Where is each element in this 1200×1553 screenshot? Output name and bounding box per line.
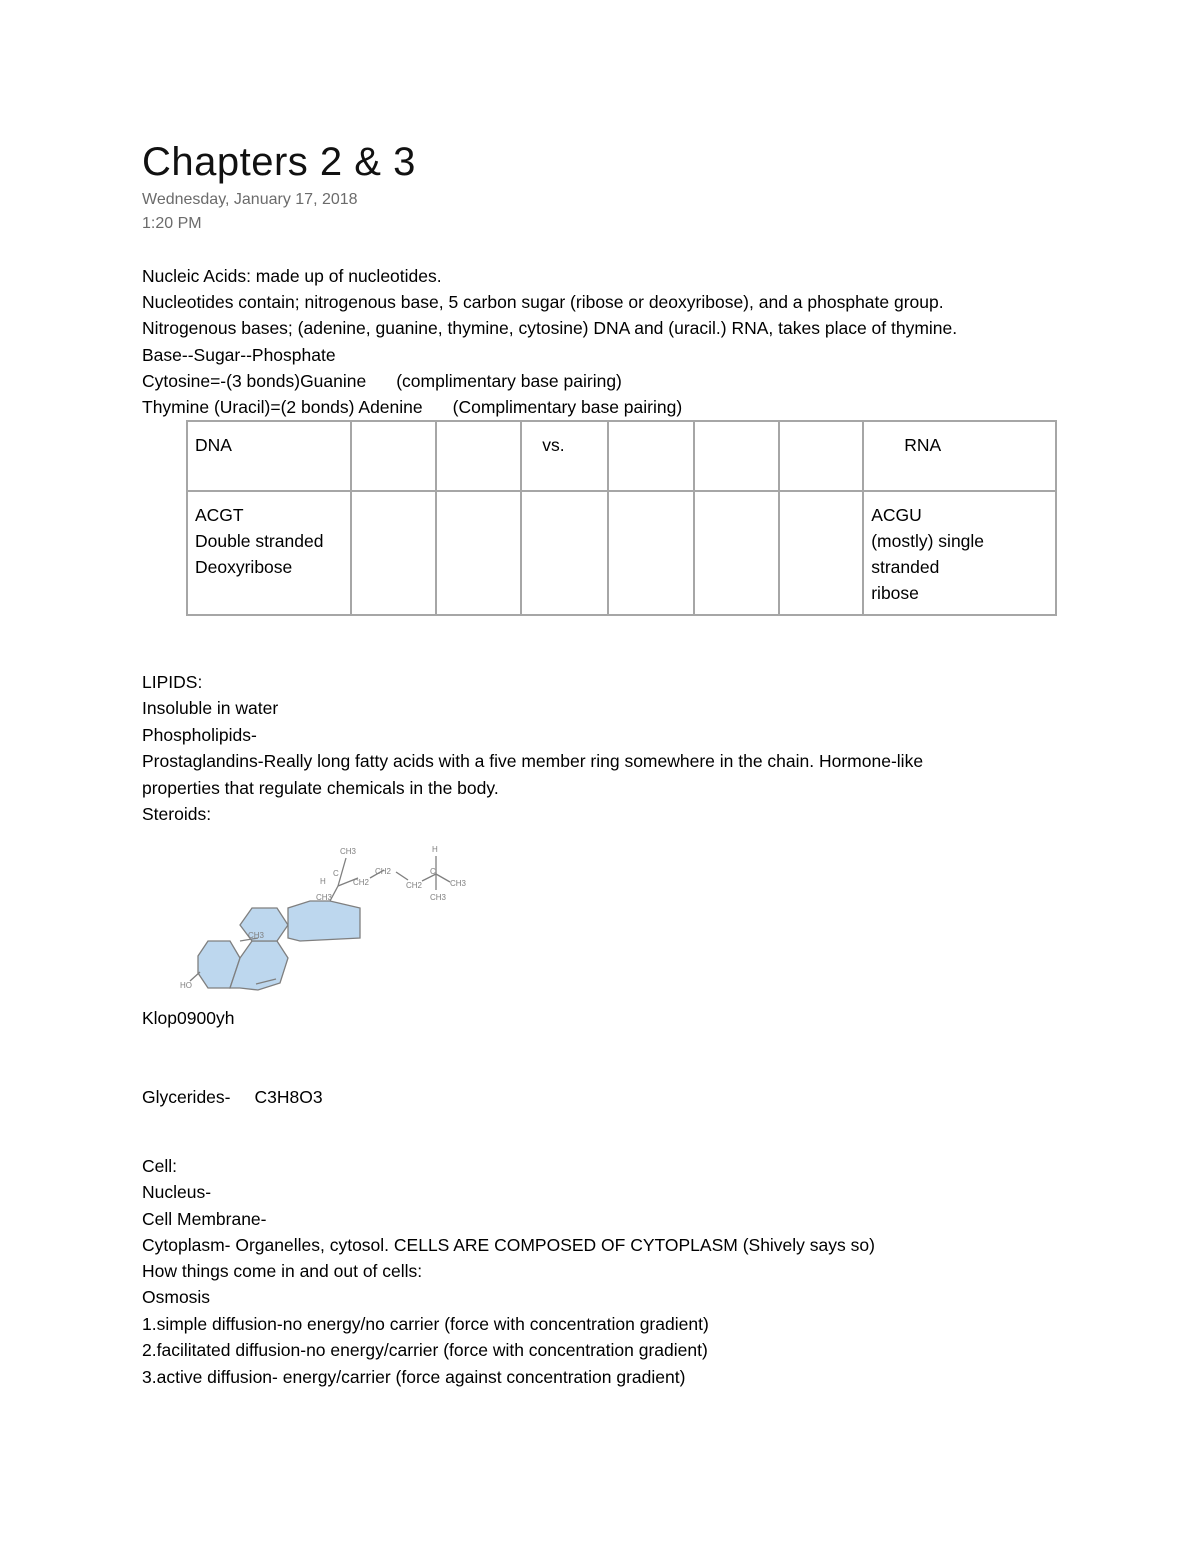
nucleus-line: Nucleus- xyxy=(142,1182,212,1202)
table-cell: vs. xyxy=(521,421,608,491)
active-diffusion-line: 3.active diffusion- energy/carrier (force against concentration gradient) xyxy=(142,1367,686,1387)
rna-strand-2: stranded xyxy=(871,557,940,577)
facilitated-diffusion-line: 2.facilitated diffusion-no energy/carrier (force with concentration gradient) xyxy=(142,1340,708,1360)
label-c-right: C xyxy=(430,867,436,876)
prostaglandins-line: Prostaglandins-Really long fatty acids with a five member ring somewhere in the chain. Hormone-like xyxy=(142,751,924,771)
thymine-adenine-text: Thymine (Uracil)=(2 bonds) Adenine xyxy=(142,397,423,417)
prostaglandins-line-2: properties that regulate chemicals in the body. xyxy=(142,778,499,798)
cell-membrane-line: Cell Membrane- xyxy=(142,1209,267,1229)
cytoplasm-line: Cytoplasm- Organelles, cytosol. CELLS ARE COMPOSED OF CYTOPLASM (Shively says so) xyxy=(142,1235,875,1255)
label-h-top-right: H xyxy=(432,845,438,854)
osmosis-line: Osmosis xyxy=(142,1287,211,1307)
label-ch3-ring: CH3 xyxy=(248,931,265,940)
table-cell xyxy=(351,491,436,615)
label-c-left: C xyxy=(333,869,339,878)
cytosine-guanine-line xyxy=(142,369,622,393)
insoluble-line: Insoluble in water xyxy=(142,698,279,718)
table-header-row xyxy=(187,421,1056,491)
table-cell xyxy=(779,491,864,615)
label-ch3-below-right: CH3 xyxy=(430,893,447,902)
dna-cell xyxy=(187,491,351,615)
label-ch3-top: CH3 xyxy=(340,847,357,856)
rna-strand: (mostly) single xyxy=(871,531,985,551)
table-cell xyxy=(436,421,522,491)
nucleotides-line: Nucleotides contain; nitrogenous base, 5 carbon sugar (ribose or deoxyribose), and a phosphate group. xyxy=(142,292,944,312)
thymine-adenine-note: (Complimentary base pairing) xyxy=(452,397,683,417)
base-sugar-phosphate-line: Base--Sugar--Phosphate xyxy=(142,345,336,365)
label-h-left: H xyxy=(320,877,326,886)
glycerides-line xyxy=(142,1085,323,1109)
transport-line: How things come in and out of cells: xyxy=(142,1261,423,1281)
glycerides-formula: C3H8O3 xyxy=(254,1087,323,1107)
label-ho: HO xyxy=(180,981,192,990)
page-title: Chapters 2 & 3 xyxy=(142,140,416,184)
label-ch2-c: CH2 xyxy=(406,881,423,890)
table-cell xyxy=(436,491,522,615)
glycerides-label: Glycerides- xyxy=(142,1087,231,1107)
steroid-structure-diagram xyxy=(170,838,480,998)
table-cell xyxy=(779,421,864,491)
label-ch2-a: CH2 xyxy=(353,878,370,887)
nitrogenous-bases-line: Nitrogenous bases; (adenine, guanine, thymine, cytosine) DNA and (uracil.) RNA, takes place of thymine. xyxy=(142,318,958,338)
table-row xyxy=(187,491,1056,615)
phospholipids-line: Phospholipids- xyxy=(142,725,257,745)
cell-heading: Cell: xyxy=(142,1156,178,1176)
rna-sugar: ribose xyxy=(871,583,919,603)
table-cell xyxy=(608,491,694,615)
simple-diffusion-line: 1.simple diffusion-no energy/no carrier (force with concentration gradient) xyxy=(142,1314,709,1334)
label-ch2-b: CH2 xyxy=(375,867,392,876)
steroids-line: Steroids: xyxy=(142,804,212,824)
label-ch3-mid: CH3 xyxy=(316,893,333,902)
table-cell xyxy=(608,421,694,491)
label-ch3-right: CH3 xyxy=(450,879,467,888)
table-cell xyxy=(351,421,436,491)
dna-bases: ACGT xyxy=(195,505,244,525)
table-cell: DNA xyxy=(187,421,351,491)
klop-line: Klop0900yh xyxy=(142,1008,235,1028)
thymine-adenine-line xyxy=(142,395,682,419)
table-cell: RNA xyxy=(863,421,1056,491)
rna-bases: ACGU xyxy=(871,505,922,525)
lipids-heading: LIPIDS: xyxy=(142,672,203,692)
ring-d xyxy=(288,901,360,941)
nucleic-acids-line: Nucleic Acids: made up of nucleotides. xyxy=(142,266,442,286)
dna-sugar: Deoxyribose xyxy=(195,557,293,577)
note-time: 1:20 PM xyxy=(142,215,202,232)
cytosine-guanine-note: (complimentary base pairing) xyxy=(396,371,622,391)
dna-strand: Double stranded xyxy=(195,531,324,551)
table-cell xyxy=(694,491,779,615)
cytosine-guanine-text: Cytosine=-(3 bonds)Guanine xyxy=(142,371,367,391)
rna-cell xyxy=(863,491,1056,615)
note-date: Wednesday, January 17, 2018 xyxy=(142,191,358,208)
table-cell xyxy=(521,491,608,615)
dna-rna-table xyxy=(186,420,1057,616)
table-cell xyxy=(694,421,779,491)
